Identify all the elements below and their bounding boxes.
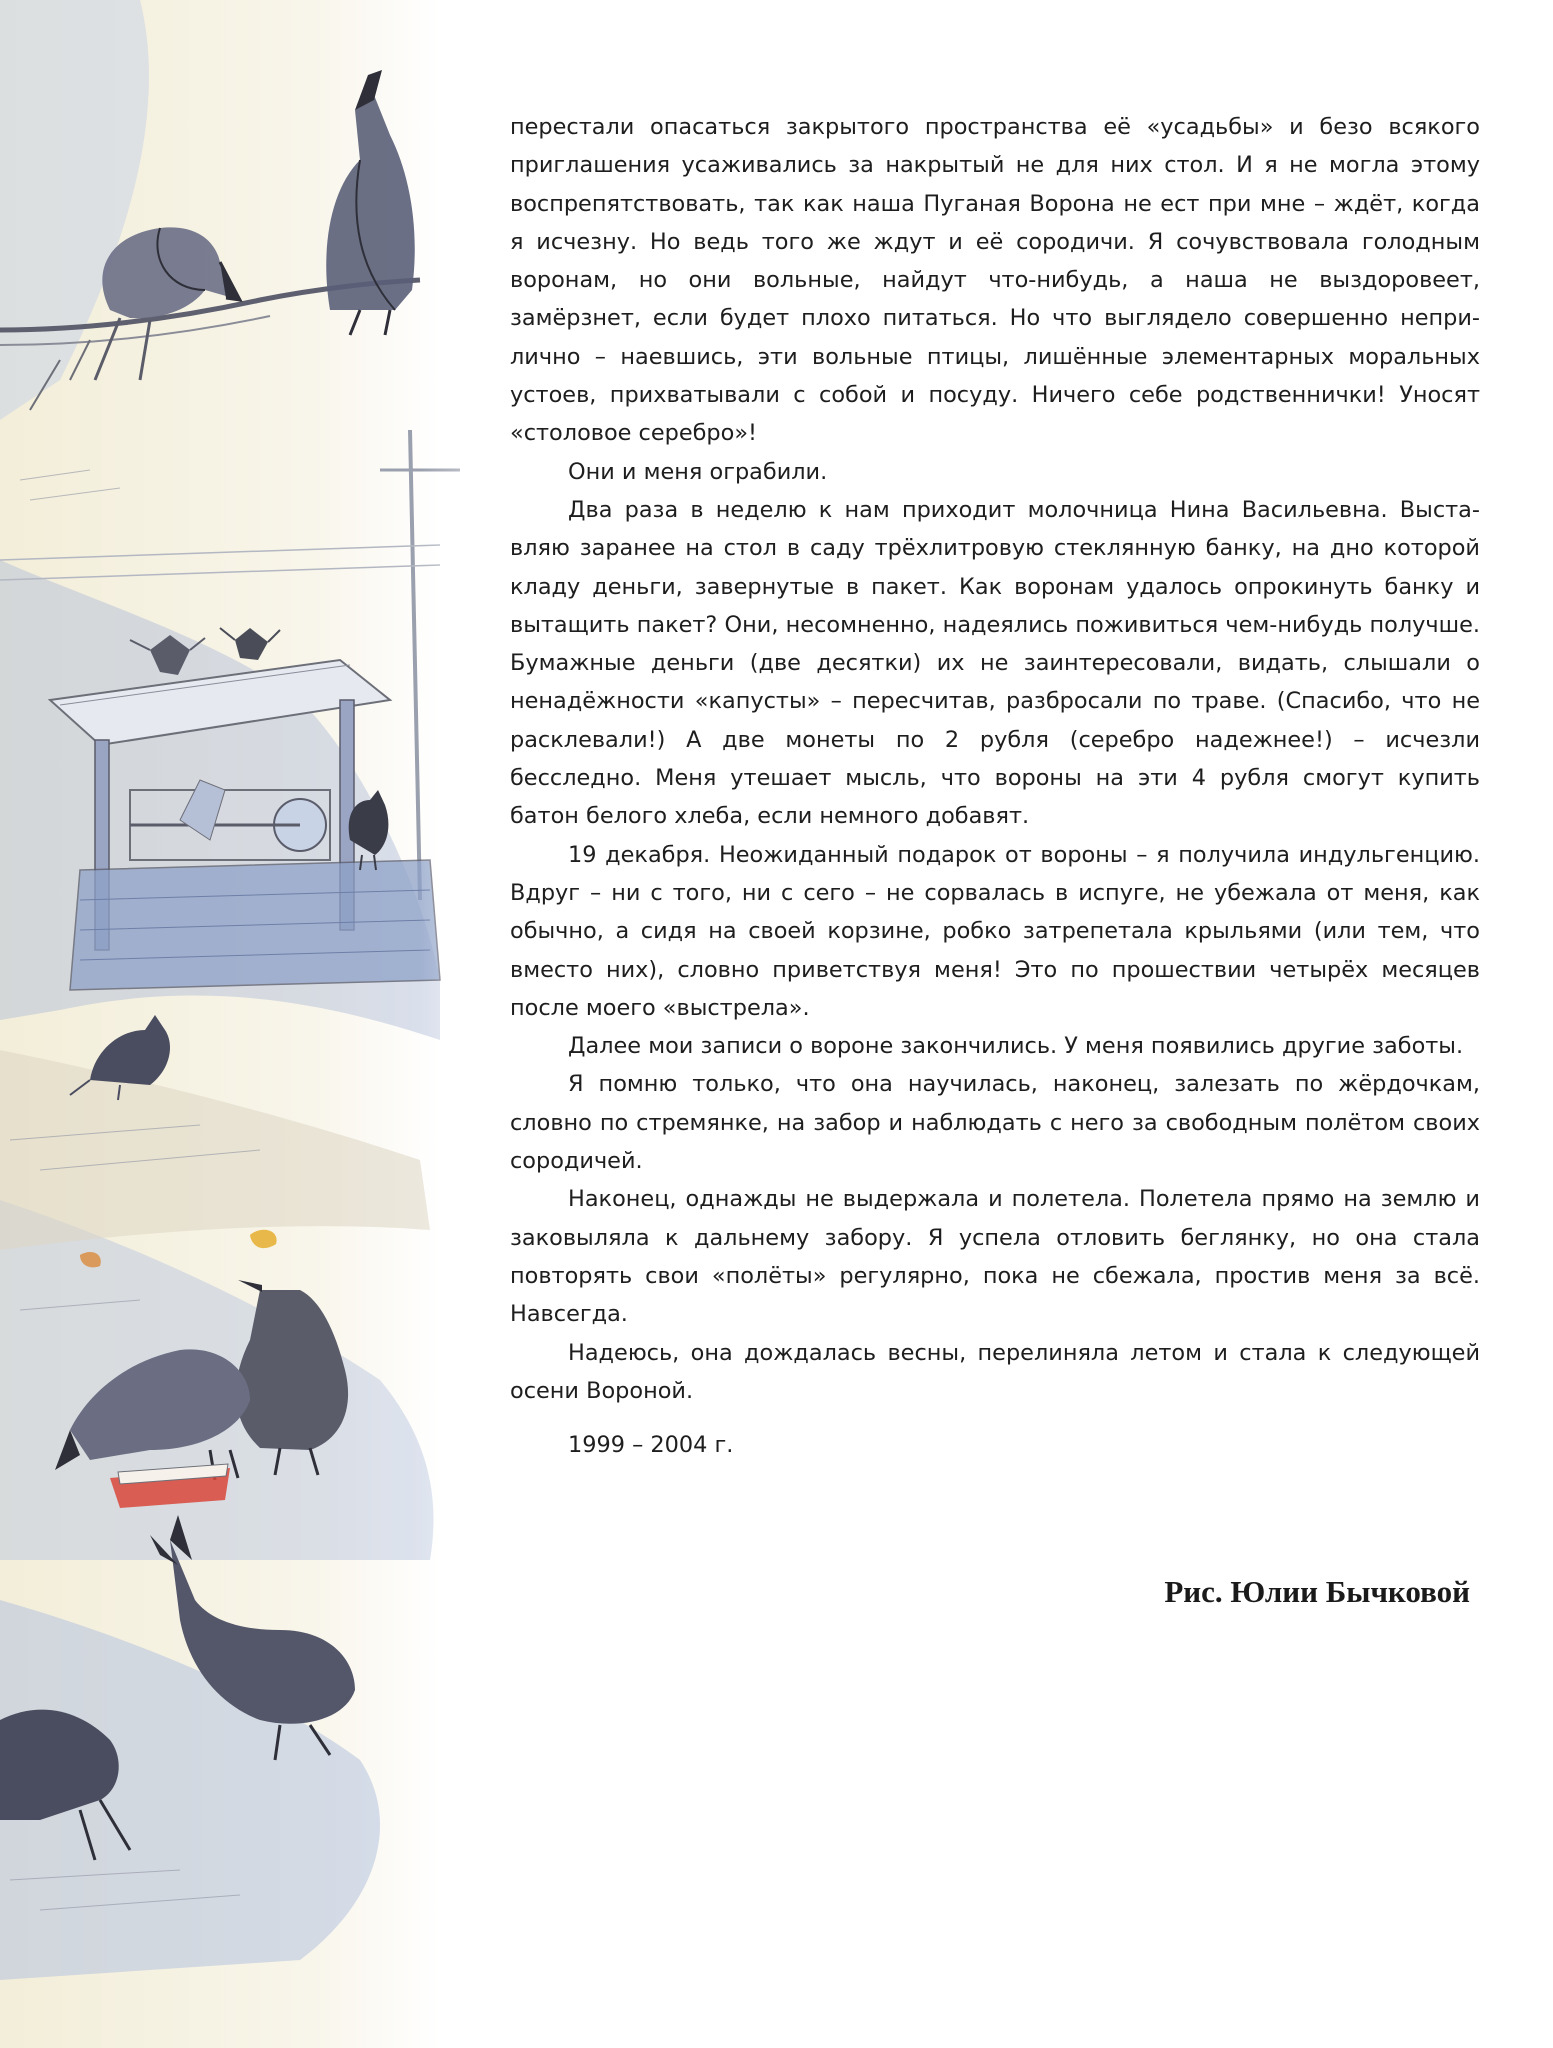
paragraph: Они и меня ограбили. [568, 458, 828, 485]
fade-edge [0, 0, 560, 2048]
paragraph: Я помню только, что она научилась, наконец, залезать по жёрдочкам, словно по стремянке, на забор и наблюдать с него за свободным полётом своих сородичей. [510, 1071, 1480, 1175]
paragraph: 19 декабря. Неожиданный подарок от вороны – я получила индульгенцию. Вдруг – ни с того, ни с сего – не сорвалась в испуге, не убежала от меня, как обычно, а сидя на своей корзине, робко затрепетала крыльями (или тем, что вместо них), словно приветствуя меня! Это по прошествии четырёх месяцев после моего «выстрела». [510, 841, 1480, 1021]
paragraph: перестали опасаться закрытого пространства её «усадьбы» и безо всякого приглашения усаживались за накрытый не для них стол. И я не могла этому воспрепятствовать, так как наша Пуганая Ворона не ест при мне – ждёт, когда я исчезну. Но ведь того же ждут и её сородичи. Я сочувствовала голодным воронам, но они вольные, найдут что-нибудь, а наша не выздоровеет, замёрзнет, если будет плохо питаться. Но что выглядело совершенно неприлично – наевшись, эти вольные птицы, лишённые элементарных моральных устоев, прихватывали с собой и посуду. Ничего себе родственнички! Уносят «столовое серебро»! [510, 114, 1480, 447]
paragraph: Наконец, однажды не выдержала и полетела. Полетела прямо на землю и заковыляла к дальнему забору. Я успела отловить беглянку, но она стала повторять свои «полёты» регулярно, пока не сбежала, простив меня за всё. Навсегда. [510, 1186, 1480, 1328]
watercolor-drawing [0, 0, 560, 2048]
paragraph: Два раза в неделю к нам приходит молочница Нина Васильевна. Выставляю заранее на стол в саду трёхлитровую стеклянную банку, на дно которой кладу деньги, завернутые в пакет. Как воронам удалось опрокинуть банку и вытащить пакет? Они, несомненно, надеялись поживиться чем-нибудь получше. Бумажные деньги (две десятки) их не заинтересовали, видать, слышали о ненадёжности «капусты» – пересчитав, разбросали по траве. (Спасибо, что не расклевали!) А две монеты по 2 рубля (серебро надежнее!) – исчезли бесследно. Меня утешает мысль, что вороны на эти 4 рубля смогут купить батон белого хлеба, если немного добавят. [510, 496, 1480, 830]
illustration-credit: Рис. Юлии Бычковой [1164, 1574, 1470, 1609]
crow-illustration [0, 0, 560, 2048]
dateline: 1999 – 2004 г. [568, 1432, 734, 1458]
article-body [510, 108, 1480, 1410]
paragraph: Далее мои записи о вороне закончились. У меня появились другие заботы. [568, 1033, 1464, 1060]
paragraph: Надеюсь, она дождалась весны, перелиняла летом и стала к следующей осени Вороной. [510, 1339, 1480, 1404]
